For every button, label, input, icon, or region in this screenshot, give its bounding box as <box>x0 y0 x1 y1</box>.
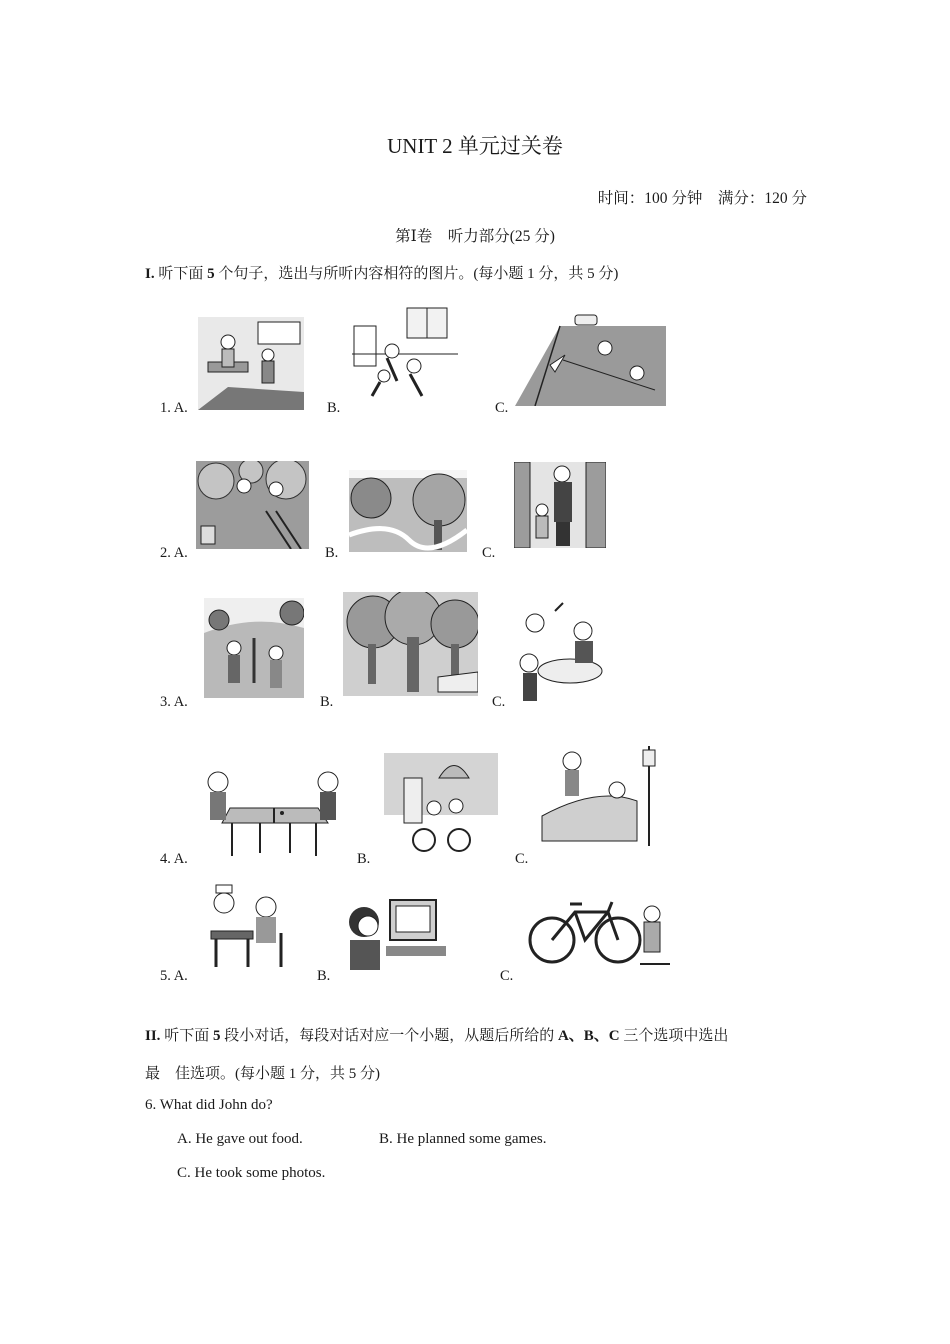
q3-label-c: C. <box>492 694 506 710</box>
bicycle-repair-icon[interactable] <box>520 894 678 974</box>
q1-label-c: C. <box>495 400 509 416</box>
boy-computer-icon[interactable] <box>346 898 450 970</box>
q3-label-a: 3. A. <box>160 694 188 710</box>
q1-label-b: B. <box>327 400 341 416</box>
part1-text-a: 听下面 <box>154 266 208 282</box>
woman-child-library-icon[interactable] <box>514 462 606 548</box>
kids-picking-apples-icon[interactable] <box>196 461 309 549</box>
section-heading: 第Ⅰ卷 听力部分(25 分) <box>395 228 555 245</box>
cycling-town-icon[interactable] <box>384 748 498 854</box>
time-score-info: 时间：100 分钟 满分：120 分 <box>597 190 807 207</box>
q5-label-b: B. <box>317 968 331 984</box>
kids-cooking-icon[interactable] <box>198 317 304 410</box>
page-title: UNIT 2 单元过关卷 <box>387 134 563 158</box>
q1-label-a: 1. A. <box>160 400 188 416</box>
part2-text-c: 三个选项中选出 <box>619 1028 729 1044</box>
family-dinner-icon[interactable] <box>515 601 605 704</box>
nurse-girl-desk-icon[interactable] <box>206 883 289 969</box>
kids-crossing-road-icon[interactable] <box>515 310 666 406</box>
part1-text-b: 个句子，选出与所听内容相符的图片。(每小题 1 分，共 5 分) <box>214 266 619 282</box>
forest-stream-icon[interactable] <box>349 470 467 552</box>
part1-count: 5 <box>207 266 215 282</box>
question-6-stem: 6. What did John do? <box>145 1097 273 1113</box>
part1-instruction <box>145 262 618 283</box>
part2-roman: II. <box>145 1028 161 1044</box>
question-6-option-b[interactable]: B. He planned some games. <box>379 1131 547 1147</box>
part2-text-a: 听下面 <box>160 1028 213 1044</box>
q4-label-b: B. <box>357 851 371 867</box>
question-6-option-c[interactable]: C. He took some photos. <box>177 1165 326 1181</box>
question-6-option-a[interactable]: A. He gave out food. <box>177 1131 303 1147</box>
q5-label-c: C. <box>500 968 514 984</box>
q2-label-b: B. <box>325 545 339 561</box>
kids-running-indoors-icon[interactable] <box>352 306 458 400</box>
q4-label-c: C. <box>515 851 529 867</box>
q3-label-b: B. <box>320 694 334 710</box>
hospital-visit-icon[interactable] <box>537 746 659 848</box>
q2-label-c: C. <box>482 545 496 561</box>
q5-label-a: 5. A. <box>160 968 188 984</box>
ping-pong-icon[interactable] <box>200 768 348 858</box>
part2-options: A、B、C <box>557 1028 620 1044</box>
part1-roman: I. <box>145 266 155 282</box>
part2-instruction <box>145 1024 728 1045</box>
kids-planting-trees-icon[interactable] <box>204 598 304 698</box>
q4-label-a: 4. A. <box>160 851 188 867</box>
part2-text-b: 段小对话，每段对话对应一个小题，从题后所给的 <box>220 1028 558 1044</box>
part2-count: 5 <box>212 1028 221 1044</box>
q2-label-a: 2. A. <box>160 545 188 561</box>
park-trees-icon[interactable] <box>343 592 478 696</box>
part2-instruction-line2: 最 佳选项。(每小题 1 分，共 5 分) <box>145 1066 380 1082</box>
